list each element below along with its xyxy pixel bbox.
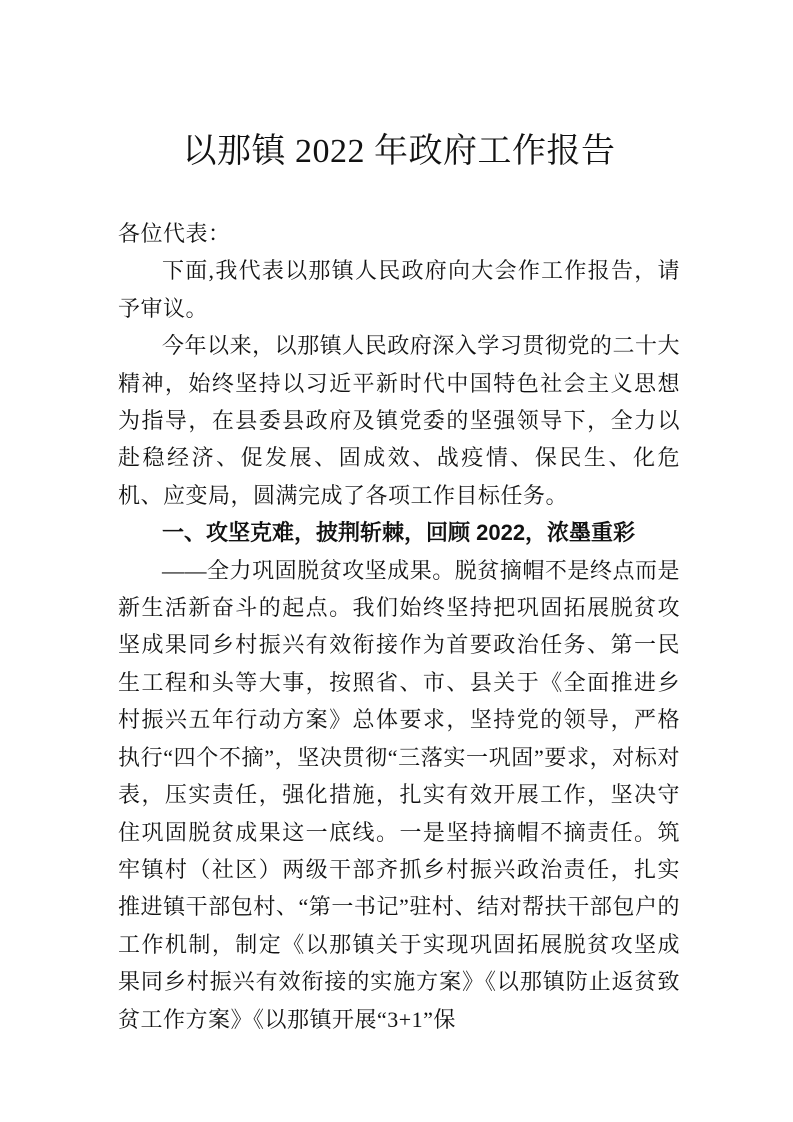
document-content	[118, 126, 680, 1038]
section-1-paragraph: ——全力巩固脱贫攻坚成果。脱贫摘帽不是终点而是新生活新奋斗的起点。我们始终坚持把巩固拓展脱贫攻坚成果同乡村振兴有效衔接作为首要政治任务、第一民生工程和头等大事，按照省、市、县关于《全面推进乡村振兴五年行动方案》总体要求，坚持党的领导，严格执行“四个不摘”，坚决贯彻“三落实一巩固”要求，对标对表，压实责任，强化措施，扎实有效开展工作，坚决守住巩固脱贫成果这一底线。一是坚持摘帽不摘责任。筑牢镇村（社区）两级干部齐抓乡村振兴政治责任，扎实推进镇干部包村、“第一书记”驻村、结对帮扶干部包户的工作机制，制定《以那镇关于实现巩固拓展脱贫攻坚成果同乡村振兴有效衔接的实施方案》《以那镇防止返贫致贫工作方案》《以那镇开展“3+1”保	[118, 557, 680, 1032]
overview-paragraph: 今年以来，以那镇人民政府深入学习贯彻党的二十大精神，始终坚持以习近平新时代中国特色社会主义思想为指导，在县委县政府及镇党委的坚强领导下，全力以赴稳经济、促发展、固成效、战疫情、保民生、化危机、应变局，圆满完成了各项工作目标任务。	[118, 333, 680, 508]
section-1-heading: 一、攻坚克难，披荆斩棘，回顾 2022，浓墨重彩	[162, 520, 636, 546]
document-title: 以那镇 2022 年政府工作报告	[182, 133, 616, 170]
intro-paragraph: 下面,我代表以那镇人民政府向大会作工作报告，请予审议。	[118, 258, 680, 321]
salutation: 各位代表：	[118, 221, 231, 246]
